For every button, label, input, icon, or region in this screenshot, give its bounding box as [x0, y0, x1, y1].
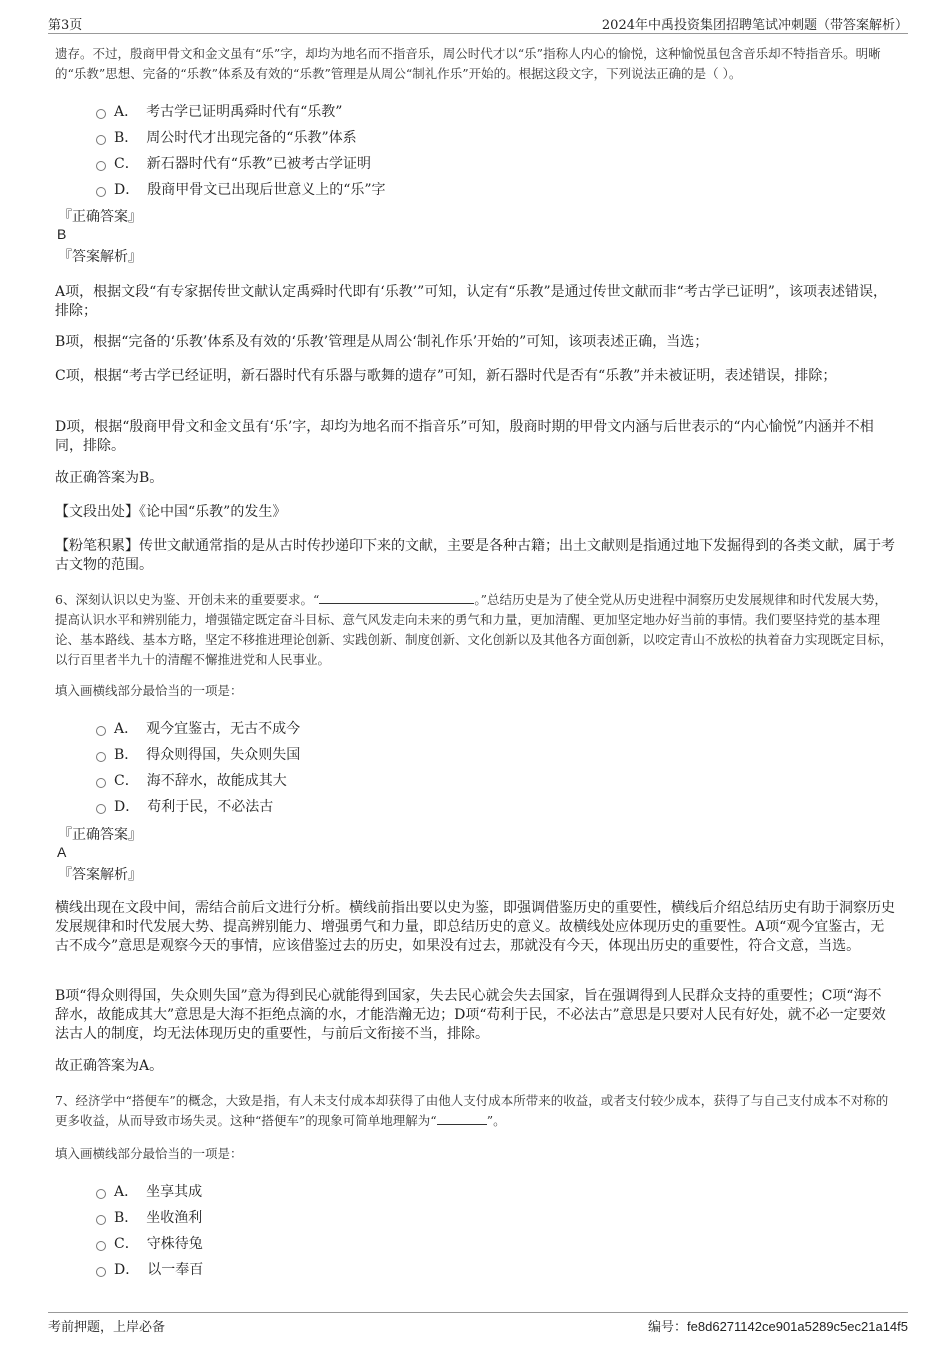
q6-option-b[interactable]: B． 得众则得国，失众则失国: [96, 744, 300, 766]
q6-option-a[interactable]: A． 观今宜鉴古，无古不成今: [96, 718, 300, 740]
q7-option-d[interactable]: D． 以一奉百: [96, 1259, 203, 1281]
q7-option-b[interactable]: B． 坐收渔利: [96, 1207, 202, 1229]
q6-answer: A: [57, 844, 67, 860]
document-title: 2024年中禹投资集团招聘笔试冲刺题（带答案解析）: [601, 18, 908, 33]
q5-note: 【粉笔积累】传世文献通常指的是从古时传抄递印下来的文献，主要是各种古籍；出土文献则是指通过地下发掘得到的各类文献，属于考古文物的范围。: [55, 538, 895, 573]
q5-option-b[interactable]: B． 周公时代才出现完备的“乐教”体系: [96, 127, 357, 149]
q7-prompt: 填入画横线部分最恰当的一项是：: [55, 1146, 243, 1161]
radio-icon[interactable]: [96, 187, 106, 197]
fill-blank: [319, 591, 474, 604]
q6-conclusion: 故正确答案为A。: [55, 1058, 164, 1074]
q7-stem: 7、经济学中“搭便车”的概念，大致是指，有人未支付成本却获得了由他人支付成本所带来的收益，或者支付较少成本，获得了与自己支付成本不对称的更多收益，从而导致市场失灵。这种“搭便车”的现象可简单地理解为“ ”。: [55, 1093, 889, 1128]
q5-answer: B: [57, 226, 67, 242]
document-code: 编号：fe8d6271142ce901a5289c5ec21a14f5: [648, 1319, 908, 1335]
q6-stem: 6、深刻认识以史为鉴、开创未来的重要要求。“ 。”总结历史是为了使全党从历史进程中洞察历史发展规律和时代发展大势，提高认识水平和辨别能力，增强锚定既定奋斗目标、意气风发走向未来的勇气和力量，更加清醒、更加坚定地办好当前的事情。我们要坚持党的基本理论、基本路线、基本方略，坚定不移推进理论创新、实践创新、制度创新、文化创新以及其他各方面创新，以咬定青山不放松的执着奋力实现既定目标，以行百里者半九十的清醒不懈推进党和人民事业。: [55, 592, 893, 667]
q6-analysis-main: 横线出现在文段中间，需结合前后文进行分析。横线前指出要以史为鉴，即强调借鉴历史的重要性，横线后介绍总结历史有助于洞察历史发展规律和时代发展大势、提高辨别能力、增强勇气和力量，即总结历史的意义。故横线处应体现历史的重要性。A项“观今宜鉴古，无古不成今”意思是观察今天的事情，应该借鉴过去的历史，如果没有过去，那就没有今天，体现出历史的重要性，符合文意，当选。: [55, 900, 895, 954]
q5-option-d[interactable]: D． 殷商甲骨文已出现后世意义上的“乐”字: [96, 179, 386, 201]
radio-icon[interactable]: [96, 161, 106, 171]
q6-option-c[interactable]: C． 海不辞水，故能成其大: [96, 770, 287, 792]
radio-icon[interactable]: [96, 726, 106, 736]
radio-icon[interactable]: [96, 752, 106, 762]
q5-analysis-a: A项，根据文段“有专家据传世文献认定禹舜时代即有‘乐教’”可知，认定有“乐教”是通过传世文献而非“考古学已证明”，该项表述错误，排除；: [55, 284, 887, 319]
q5-analysis-c: C项，根据“考古学已经证明，新石器时代有乐器与歌舞的遗存”可知，新石器时代是否有“乐教”并未被证明，表述错误，排除；: [55, 368, 837, 384]
q6-prompt: 填入画横线部分最恰当的一项是：: [55, 683, 243, 698]
q6-analysis-label: 『答案解析』: [58, 867, 142, 883]
page-footer: [48, 1312, 908, 1338]
page-header: [48, 12, 908, 34]
q5-option-c[interactable]: C． 新石器时代有“乐教”已被考古学证明: [96, 153, 371, 175]
q5-answer-label: 『正确答案』: [58, 209, 142, 225]
q5-option-a[interactable]: A． 考古学已证明禹舜时代有“乐教”: [96, 101, 342, 123]
radio-icon[interactable]: [96, 135, 106, 145]
q7-option-c[interactable]: C． 守株待兔: [96, 1233, 203, 1255]
radio-icon[interactable]: [96, 1267, 106, 1277]
footer-slogan: 考前押题，上岸必备: [48, 1320, 166, 1335]
page-number: 第3页: [48, 18, 83, 33]
q5-analysis-d: D项，根据“殷商甲骨文和金文虽有‘乐’字，却均为地名而不指音乐”可知，殷商时期的甲骨文内涵与后世表示的“内心愉悦”内涵并不相同，排除。: [55, 419, 874, 454]
q5-source: 【文段出处】《论中国“乐教”的发生》: [55, 504, 287, 520]
radio-icon[interactable]: [96, 1215, 106, 1225]
radio-icon[interactable]: [96, 109, 106, 119]
q5-analysis-b: B项，根据“完备的‘乐教’体系及有效的‘乐教’管理是从周公‘制礼作乐’开始的”可知，该项表述正确，当选；: [55, 334, 709, 350]
q5-conclusion: 故正确答案为B。: [55, 470, 164, 486]
radio-icon[interactable]: [96, 804, 106, 814]
radio-icon[interactable]: [96, 778, 106, 788]
q5-stem: 遗存。不过，殷商甲骨文和金文虽有“乐”字，却均为地名而不指音乐，周公时代才以“乐”指称人内心的愉悦，这种愉悦虽包含音乐却不特指音乐。明晰的“乐教”思想、完备的“乐教”体系及有效的“乐教”管理是从周公“制礼作乐”开始的。根据这段文字，下列说法正确的是（ ）。: [55, 46, 881, 81]
q6-answer-label: 『正确答案』: [58, 827, 142, 843]
q7-option-a[interactable]: A． 坐享其成: [96, 1181, 202, 1203]
q6-option-d[interactable]: D． 苟利于民，不必法古: [96, 796, 273, 818]
q5-analysis-label: 『答案解析』: [58, 249, 142, 265]
radio-icon[interactable]: [96, 1241, 106, 1251]
q6-analysis-others: B项“得众则得国，失众则失国”意为得到民心就能得到国家，失去民心就会失去国家，旨在强调得到人民群众支持的重要性；C项“海不辞水，故能成其大”意思是大海不拒绝点滴的水，才能浩瀚无边；D项“苟利于民，不必法古”意思是只要对人民有好处，就不必一定要效法古人的制度，均无法体现历史的重要性，与前后文衔接不当，排除。: [55, 988, 886, 1042]
fill-blank: [437, 1112, 487, 1125]
radio-icon[interactable]: [96, 1189, 106, 1199]
